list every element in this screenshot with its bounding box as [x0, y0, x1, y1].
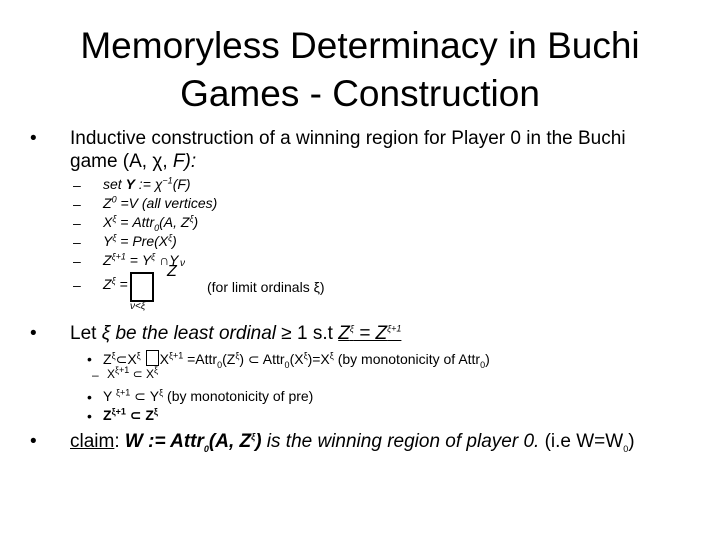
- bullet2-text: Let ξ be the least ordinal ≥ 1 s.t $Z^\xi = Z^{\xi+1}$: [70, 323, 402, 344]
- bullet-marker: •: [30, 431, 37, 452]
- sub-item-set-y: set Y := $\chi^{-1}(F)$: [103, 175, 191, 192]
- slide-title: [40, 22, 680, 118]
- sub-bullet-marker: •: [87, 351, 92, 367]
- sub-item-monotonicity-attr: $Z^\xi\subset X^\xi$ $X^{\xi+1}$ $=Attr_0(Z^\xi)$ ⊂ $Attr_0(X^\xi)=X^\xi$ (by monotonicity of Attr$_0$): [103, 350, 490, 370]
- intersection-symbol-placeholder: [130, 272, 154, 302]
- title-line-1: Memoryless Determinacy in Buchi: [80, 25, 640, 66]
- bullet-marker: •: [30, 128, 37, 149]
- sub-item-z0: $Z^0 =V$ (all vertices): [103, 194, 218, 211]
- limit-ordinals-note: (for limit ordinals ξ): [207, 279, 325, 295]
- sub-item-y-subset: Y $^{\xi+1}$ ⊂ $Y^\xi$ (by monotonicity of pre): [103, 387, 314, 404]
- sub-marker: –: [73, 196, 81, 212]
- sub-sub-marker: –: [92, 368, 99, 382]
- sub-marker: –: [73, 215, 81, 231]
- bullet1-line1: Inductive construction of a winning region for Player 0 in the Buchi: [70, 128, 626, 149]
- sub-marker: –: [73, 234, 81, 250]
- sub-marker: –: [73, 277, 81, 293]
- missing-glyph-icon: [146, 350, 159, 366]
- sub-marker: –: [73, 177, 81, 193]
- bullet1-line2: game (A, χ, F):: [70, 151, 197, 172]
- sub-bullet-marker: •: [87, 389, 92, 405]
- claim-text: claim: W := Attr$_0$(A, $Z^\xi$) is the winning region of player 0. (i.e $W=W_0$): [70, 431, 635, 454]
- title-line-2: Games - Construction: [180, 73, 540, 114]
- sub-item-z-next: $Z^{\xi+1} = Y^\xi$ ∩Y: [103, 251, 179, 268]
- sub-item-x-subset: $X^{\xi+1}$ ⊂ $X^\xi$: [107, 365, 159, 381]
- formula-subscript: ν<ξ: [130, 301, 146, 312]
- sub-bullet-marker: •: [87, 408, 92, 424]
- sub-item-z-limit: $Z^\xi$ =: [103, 275, 128, 292]
- sub-item-y-pre: $Y^\xi = Pre(X^\xi)$: [103, 232, 177, 249]
- formula-z: Z: [167, 263, 177, 280]
- formula-nu: ν: [180, 258, 185, 269]
- sub-item-x-attr: $X^\xi$ = Attr$_0$(A, $Z^\xi$): [103, 213, 199, 233]
- sub-item-z-subset: $Z^{\xi+1}$ ⊂ $Z^\xi$: [103, 406, 158, 423]
- bullet-marker: •: [30, 323, 37, 344]
- sub-marker: –: [73, 253, 81, 269]
